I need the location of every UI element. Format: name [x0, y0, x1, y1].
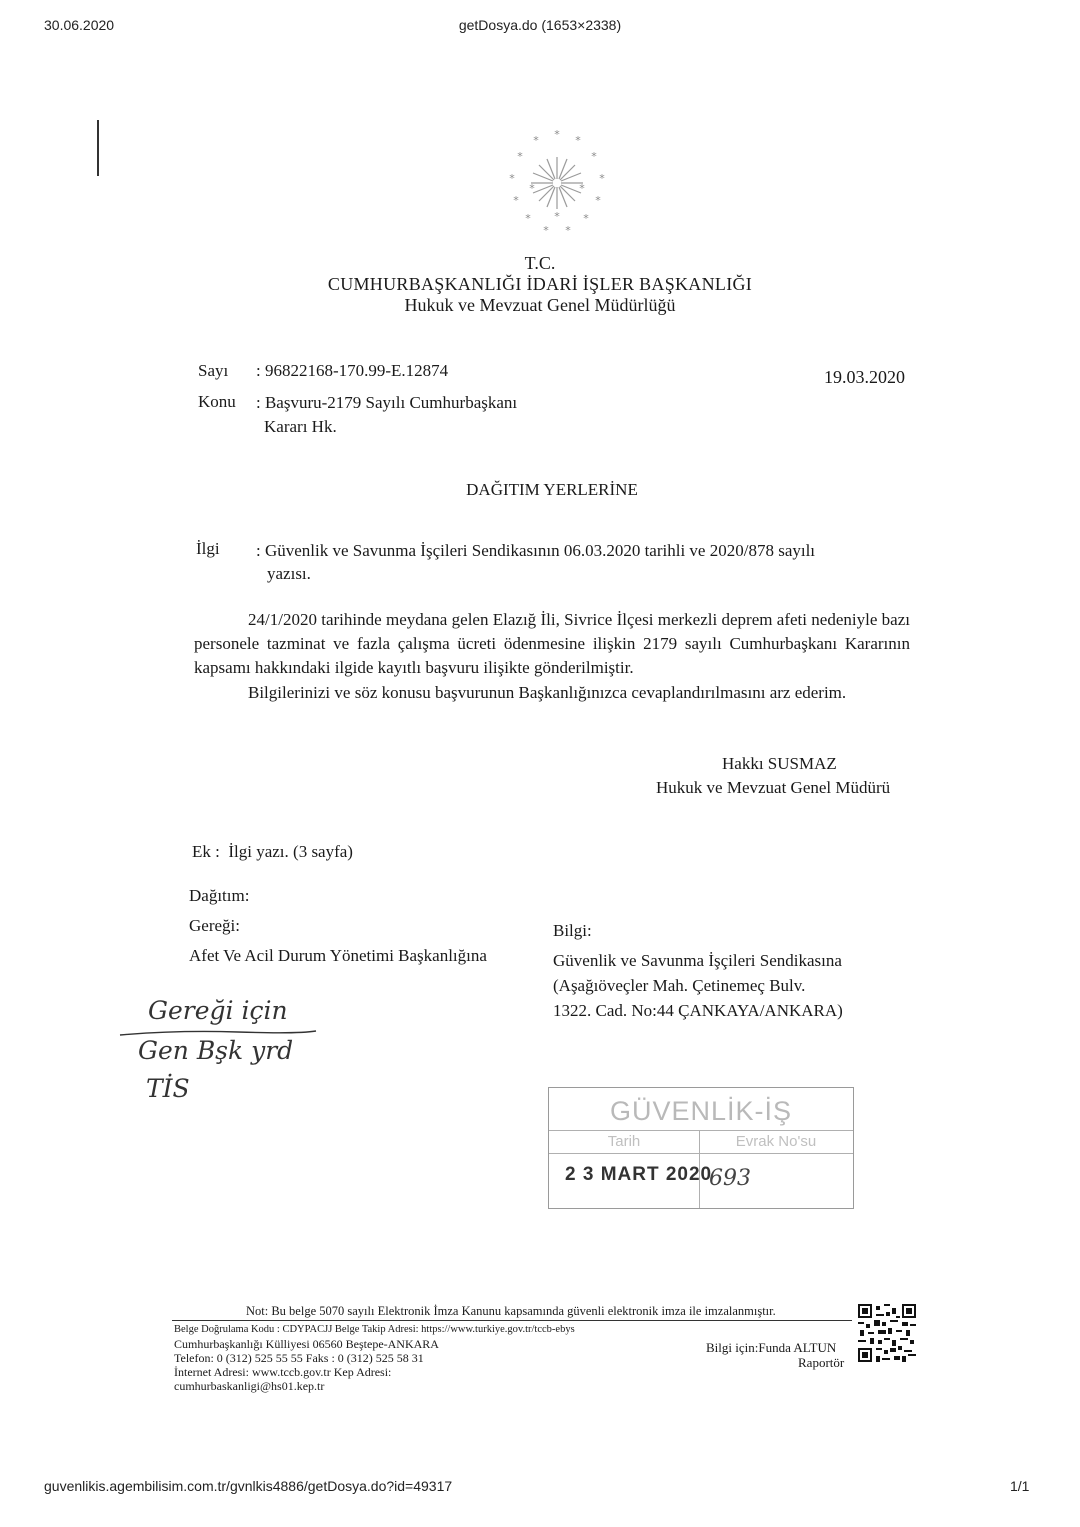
print-title: getDosya.do (1653×2338)	[458, 17, 622, 33]
bilgi-label: Bilgi:	[553, 921, 592, 940]
addressee: DAĞITIM YERLERİNE	[466, 480, 638, 499]
svg-text:*: *	[554, 210, 560, 223]
svg-text:*: *	[599, 172, 605, 185]
body-paragraph-1: 24/1/2020 tarihinde meydana gelen Elazığ İli, Sivrice İlçesi merkezli deprem afeti nedeniyle bazı personele tazminat ve fazla çalışma ücreti ödenmesine ilişkin 2179 sayılı Cumhurbaşkanı Kararının kapsamı hakkındaki ilgide kayıtlı başvuru ilişikte gönderilmiştir.	[194, 610, 910, 678]
header-institution: CUMHURBAŞKANLIĞI İDARİ İŞLER BAŞKANLIĞI	[327, 274, 753, 294]
konu-label: Konu	[198, 392, 236, 411]
ilgi-line2: yazısı.	[267, 564, 311, 583]
signatory-title: Hukuk ve Mevzuat Genel Müdürü	[656, 778, 891, 797]
konu-value-line2: Kararı Hk.	[264, 417, 337, 436]
footer-contact-person: Bilgi için:Funda ALTUN	[706, 1340, 837, 1355]
svg-text:*: *	[575, 134, 581, 147]
ilgi-label: İlgi	[196, 539, 220, 558]
stamp-number: 693	[709, 1166, 751, 1191]
stamp-number-label: Evrak No'su	[735, 1133, 817, 1150]
body-paragraph-2: Bilgilerinizi ve söz konusu başvurunun Başkanlığınızca cevaplandırılmasını arz ederim.	[248, 683, 847, 702]
print-page-count: 1/1	[1010, 1478, 1030, 1494]
footer-verification: Belge Doğrulama Kodu : CDYPACJJ Belge Takip Adresi: https://www.turkiye.gov.tr/tccb-ebys	[174, 1324, 575, 1335]
svg-text:*: *	[509, 172, 515, 185]
svg-text:*: *	[579, 182, 585, 195]
sayi-label: Sayı	[198, 361, 229, 380]
svg-text:*: *	[583, 212, 589, 225]
footer-kep: cumhurbaskanligi@hs01.kep.tr	[174, 1379, 325, 1393]
scan-mark	[97, 120, 99, 176]
attachment: Ek : İlgi yazı. (3 sayfa)	[192, 842, 353, 861]
svg-text:*: *	[595, 194, 601, 207]
svg-text:*: *	[554, 128, 560, 141]
footer-esign-note: Not: Bu belge 5070 sayılı Elektronik İmza Kanunu kapsamında güvenli elektronik imza ile imzalanmıştır.	[246, 1304, 776, 1318]
footer-address: Cumhurbaşkanlığı Külliyesi 06560 Beştepe-ANKARA	[174, 1337, 439, 1351]
svg-text:*: *	[565, 224, 571, 237]
bilgi-recipient-2: (Aşağıöveçler Mah. Çetinemeç Bulv.	[553, 976, 806, 995]
distribution-label: Dağıtım:	[189, 886, 250, 905]
svg-text:*: *	[513, 194, 519, 207]
header-tc: T.C.	[524, 253, 556, 273]
footer-phone: Telefon: 0 (312) 525 55 55 Faks : 0 (312) 525 58 31	[174, 1351, 424, 1365]
svg-text:*: *	[533, 134, 539, 147]
signatory-name: Hakkı SUSMAZ	[722, 754, 837, 773]
handwritten-line-3: TİS	[146, 1074, 190, 1103]
handwritten-line-2: Gen Bşk yrd	[138, 1036, 294, 1065]
bilgi-recipient-1: Güvenlik ve Savunma İşçileri Sendikasına	[553, 951, 842, 970]
svg-text:*: *	[591, 150, 597, 163]
footer-web: İnternet Adresi: www.tccb.gov.tr Kep Adresi:	[174, 1365, 392, 1379]
presidential-seal-icon	[502, 128, 612, 238]
footer-rule	[172, 1320, 852, 1321]
svg-text:*: *	[517, 150, 523, 163]
received-stamp	[548, 1087, 854, 1209]
svg-text:*: *	[529, 182, 535, 195]
geregi-label: Gereği:	[189, 916, 240, 935]
sayi-value: : 96822168-170.99-E.12874	[256, 361, 449, 380]
stamp-brand: GÜVENLİK-İŞ	[609, 1096, 793, 1126]
document-date: 19.03.2020	[824, 367, 905, 387]
footer-contact-role: Raportör	[798, 1355, 845, 1370]
stamp-date-label: Tarih	[607, 1133, 641, 1150]
stamp-date: 2 3 MART 2020	[565, 1164, 713, 1185]
print-date: 30.06.2020	[44, 17, 115, 33]
svg-text:*: *	[543, 224, 549, 237]
print-url: guvenlikis.agembilisim.com.tr/gvnlkis4886/getDosya.do?id=49317	[44, 1478, 453, 1494]
ilgi-line1: : Güvenlik ve Savunma İşçileri Sendikasının 06.03.2020 tarihli ve 2020/878 sayılı	[256, 541, 816, 560]
bilgi-recipient-3: 1322. Cad. No:44 ÇANKAYA/ANKARA)	[553, 1001, 843, 1020]
konu-value-line1: : Başvuru-2179 Sayılı Cumhurbaşkanı	[256, 393, 518, 412]
header-department: Hukuk ve Mevzuat Genel Müdürlüğü	[404, 295, 676, 315]
geregi-recipient: Afet Ve Acil Durum Yönetimi Başkanlığına	[189, 946, 487, 965]
svg-text:*: *	[525, 212, 531, 225]
handwritten-line-1: Gereği için	[148, 996, 288, 1025]
qr-code-icon	[858, 1304, 916, 1362]
